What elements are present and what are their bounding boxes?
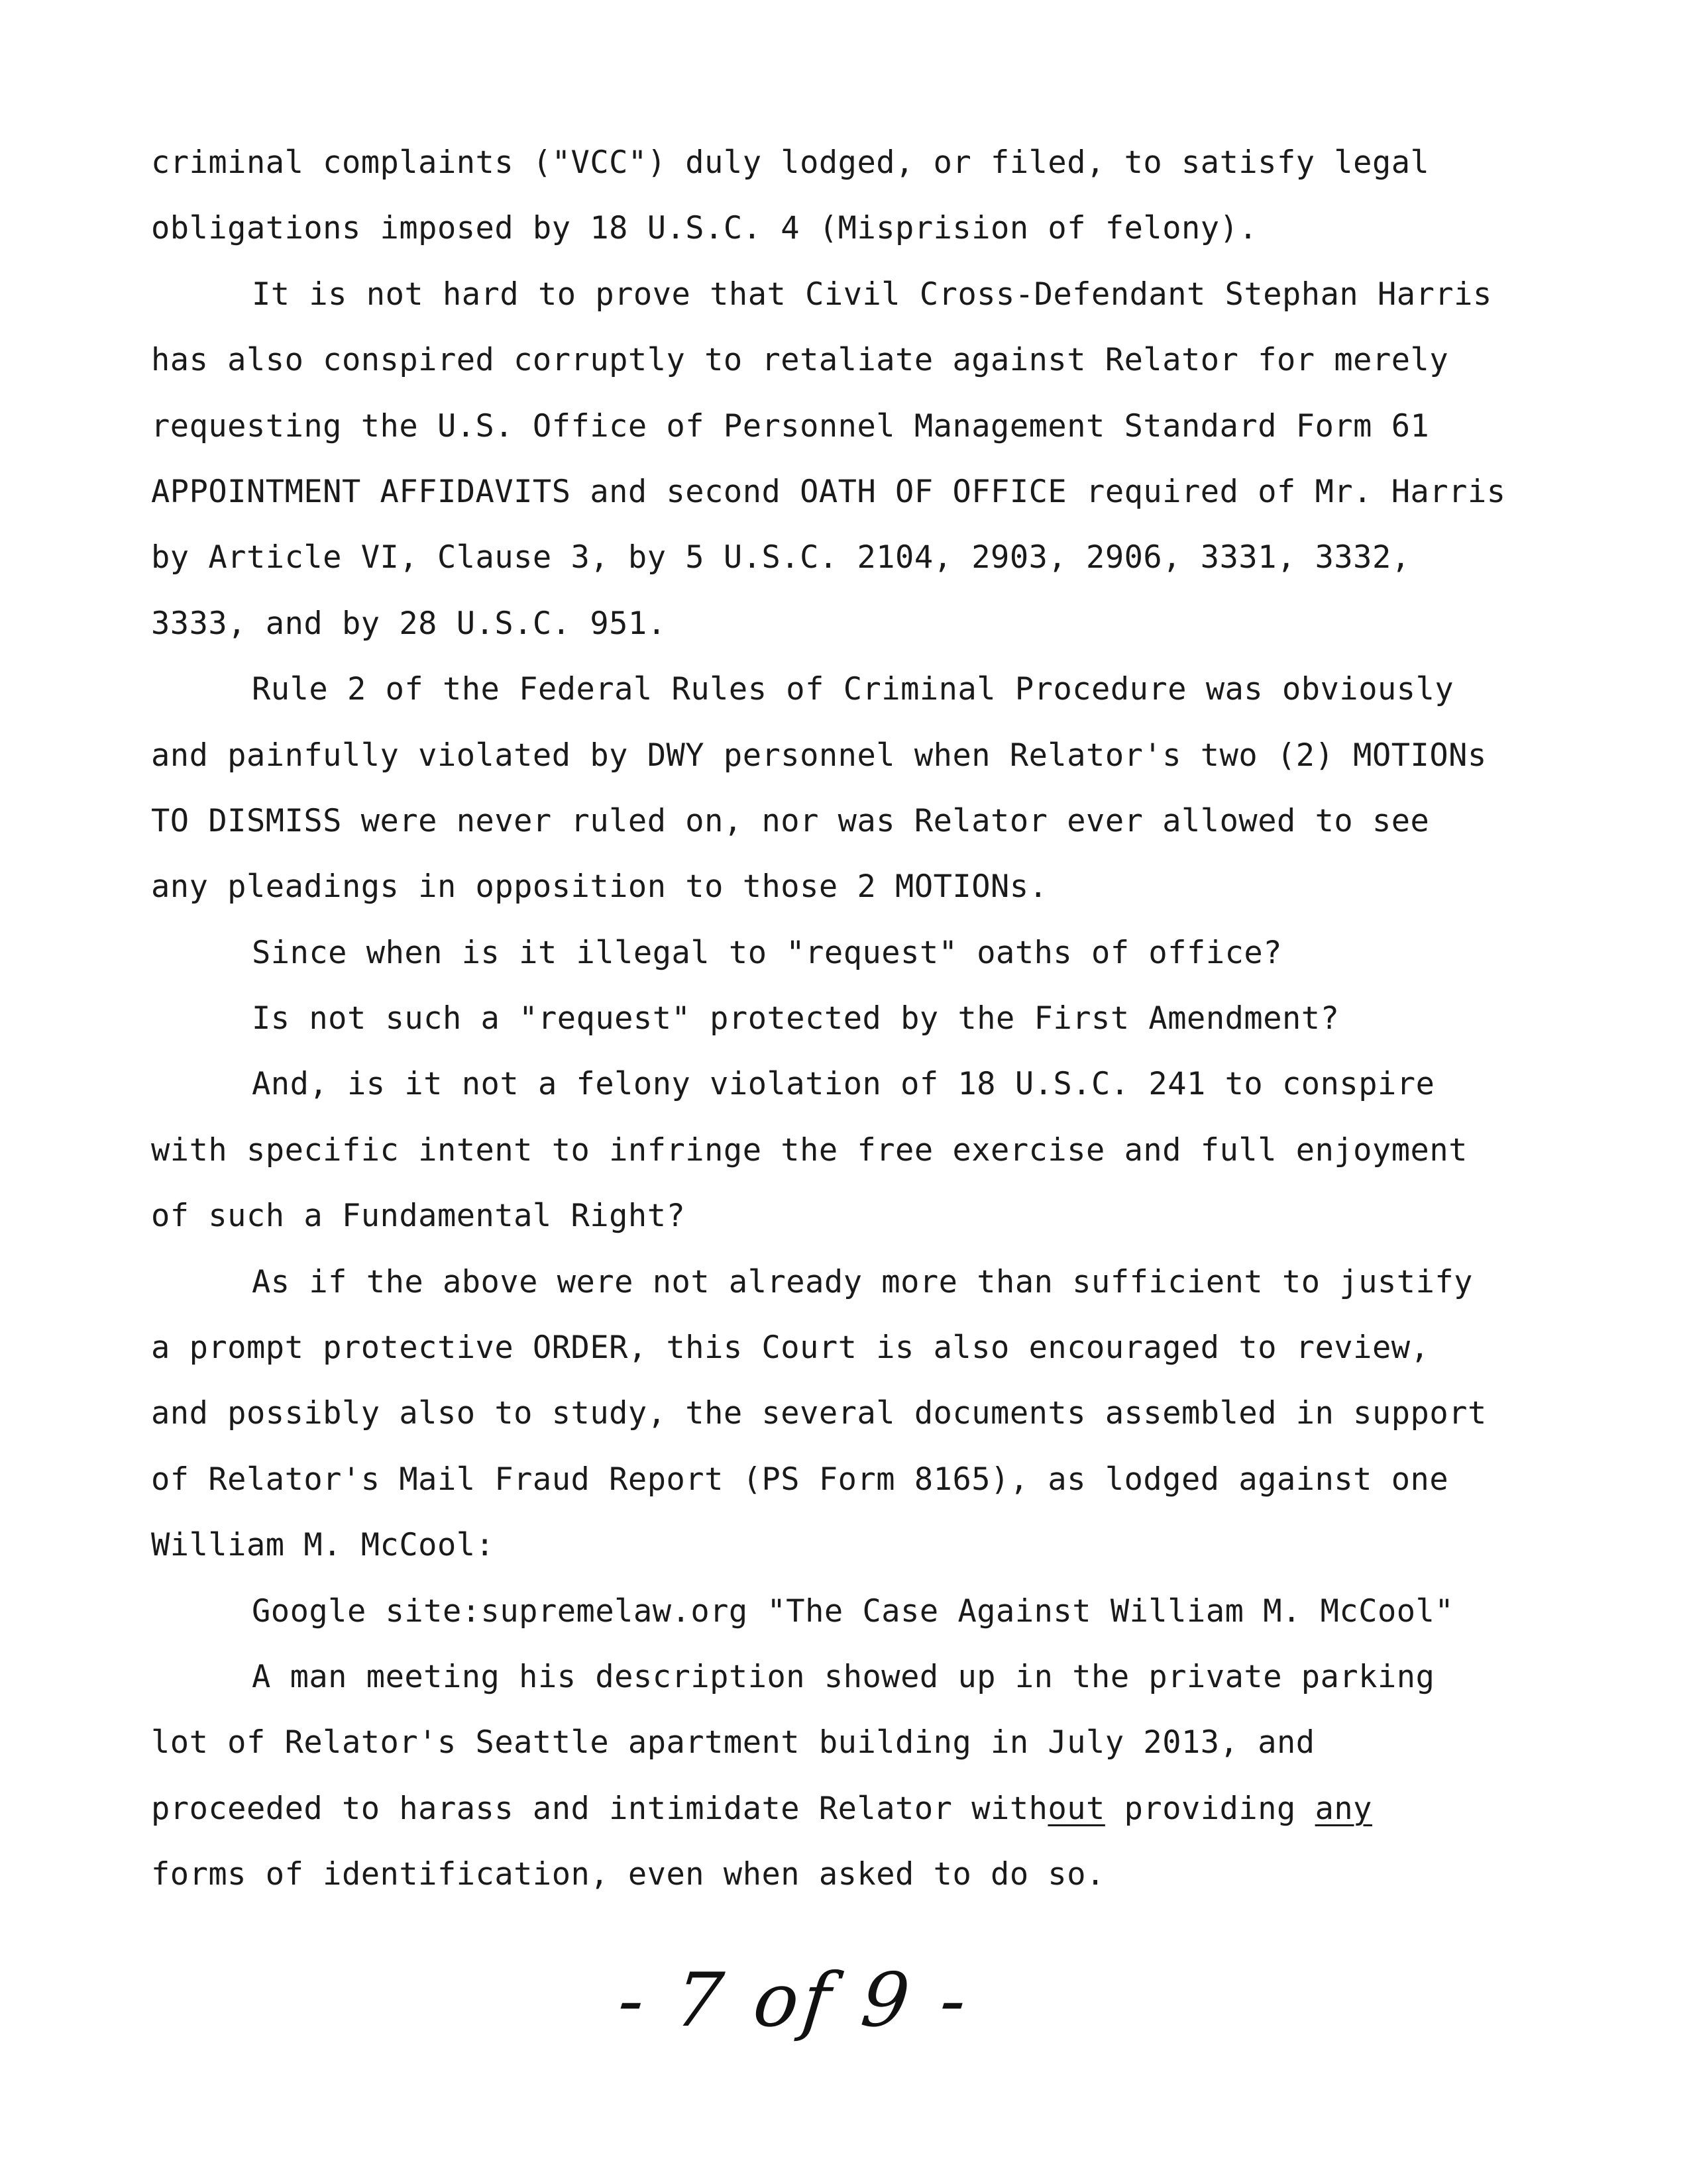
text-line: of such a Fundamental Right? bbox=[151, 1198, 686, 1235]
underlined-word-any: any bbox=[1315, 1790, 1372, 1827]
paragraph-start-line: As if the above were not already more than sufficient to justify bbox=[252, 1263, 1473, 1300]
text-line: forms of identification, even when asked to do so. bbox=[151, 1856, 1105, 1893]
text-line: and painfully violated by DWY personnel when Relator's two (2) MOTIONs bbox=[151, 737, 1487, 774]
text-line: by Article VI, Clause 3, by 5 U.S.C. 2104, 2903, 2906, 3331, 3332, bbox=[151, 539, 1411, 576]
paragraph-start-line: Since when is it illegal to "request" oaths of office? bbox=[252, 934, 1283, 971]
paragraph-start-line: It is not hard to prove that Civil Cross-Defendant Stephan Harris bbox=[252, 276, 1492, 313]
text-line: 3333, and by 28 U.S.C. 951. bbox=[151, 605, 667, 642]
paragraph-start-line: Is not such a "request" protected by the First Amendment? bbox=[252, 1000, 1340, 1037]
document-body bbox=[151, 130, 1576, 1908]
text-line: obligations imposed by 18 U.S.C. 4 (Misprision of felony). bbox=[151, 210, 1258, 247]
search-instruction-line: Google site:supremelaw.org "The Case Against William M. McCool" bbox=[252, 1592, 1454, 1630]
text-line: and possibly also to study, the several documents assembled in support bbox=[151, 1395, 1487, 1432]
text-line: has also conspired corruptly to retaliate against Relator for merely bbox=[151, 342, 1449, 379]
text-segment: proceeded to harass and intimidate Relator with bbox=[151, 1790, 1048, 1827]
text-line: of Relator's Mail Fraud Report (PS Form 8165), as lodged against one bbox=[151, 1461, 1449, 1498]
text-line: lot of Relator's Seattle apartment building in July 2013, and bbox=[151, 1724, 1315, 1761]
text-line-with-underlines bbox=[151, 1776, 1576, 1842]
paragraph-start-line: And, is it not a felony violation of 18 U.S.C. 241 to conspire bbox=[252, 1066, 1435, 1103]
text-line: requesting the U.S. Office of Personnel Management Standard Form 61 bbox=[151, 407, 1430, 444]
handwritten-page-number: - 7 of 9 - bbox=[614, 1957, 975, 2044]
text-line: William M. McCool: bbox=[151, 1527, 495, 1564]
paragraph-start-line: A man meeting his description showed up in the private parking bbox=[252, 1658, 1435, 1695]
text-line: with specific intent to infringe the free exercise and full enjoyment bbox=[151, 1131, 1468, 1169]
underlined-word-out: out bbox=[1048, 1790, 1105, 1827]
text-segment: providing bbox=[1105, 1790, 1315, 1827]
text-line: APPOINTMENT AFFIDAVITS and second OATH OF OFFICE required of Mr. Harris bbox=[151, 473, 1506, 510]
text-line: TO DISMISS were never ruled on, nor was Relator ever allowed to see bbox=[151, 802, 1430, 839]
text-line: criminal complaints ("VCC") duly lodged, or filed, to satisfy legal bbox=[151, 144, 1430, 181]
paragraph-start-line: Rule 2 of the Federal Rules of Criminal Procedure was obviously bbox=[252, 671, 1454, 708]
text-line: a prompt protective ORDER, this Court is also encouraged to review, bbox=[151, 1329, 1430, 1367]
text-line: any pleadings in opposition to those 2 MOTIONs. bbox=[151, 868, 1048, 906]
